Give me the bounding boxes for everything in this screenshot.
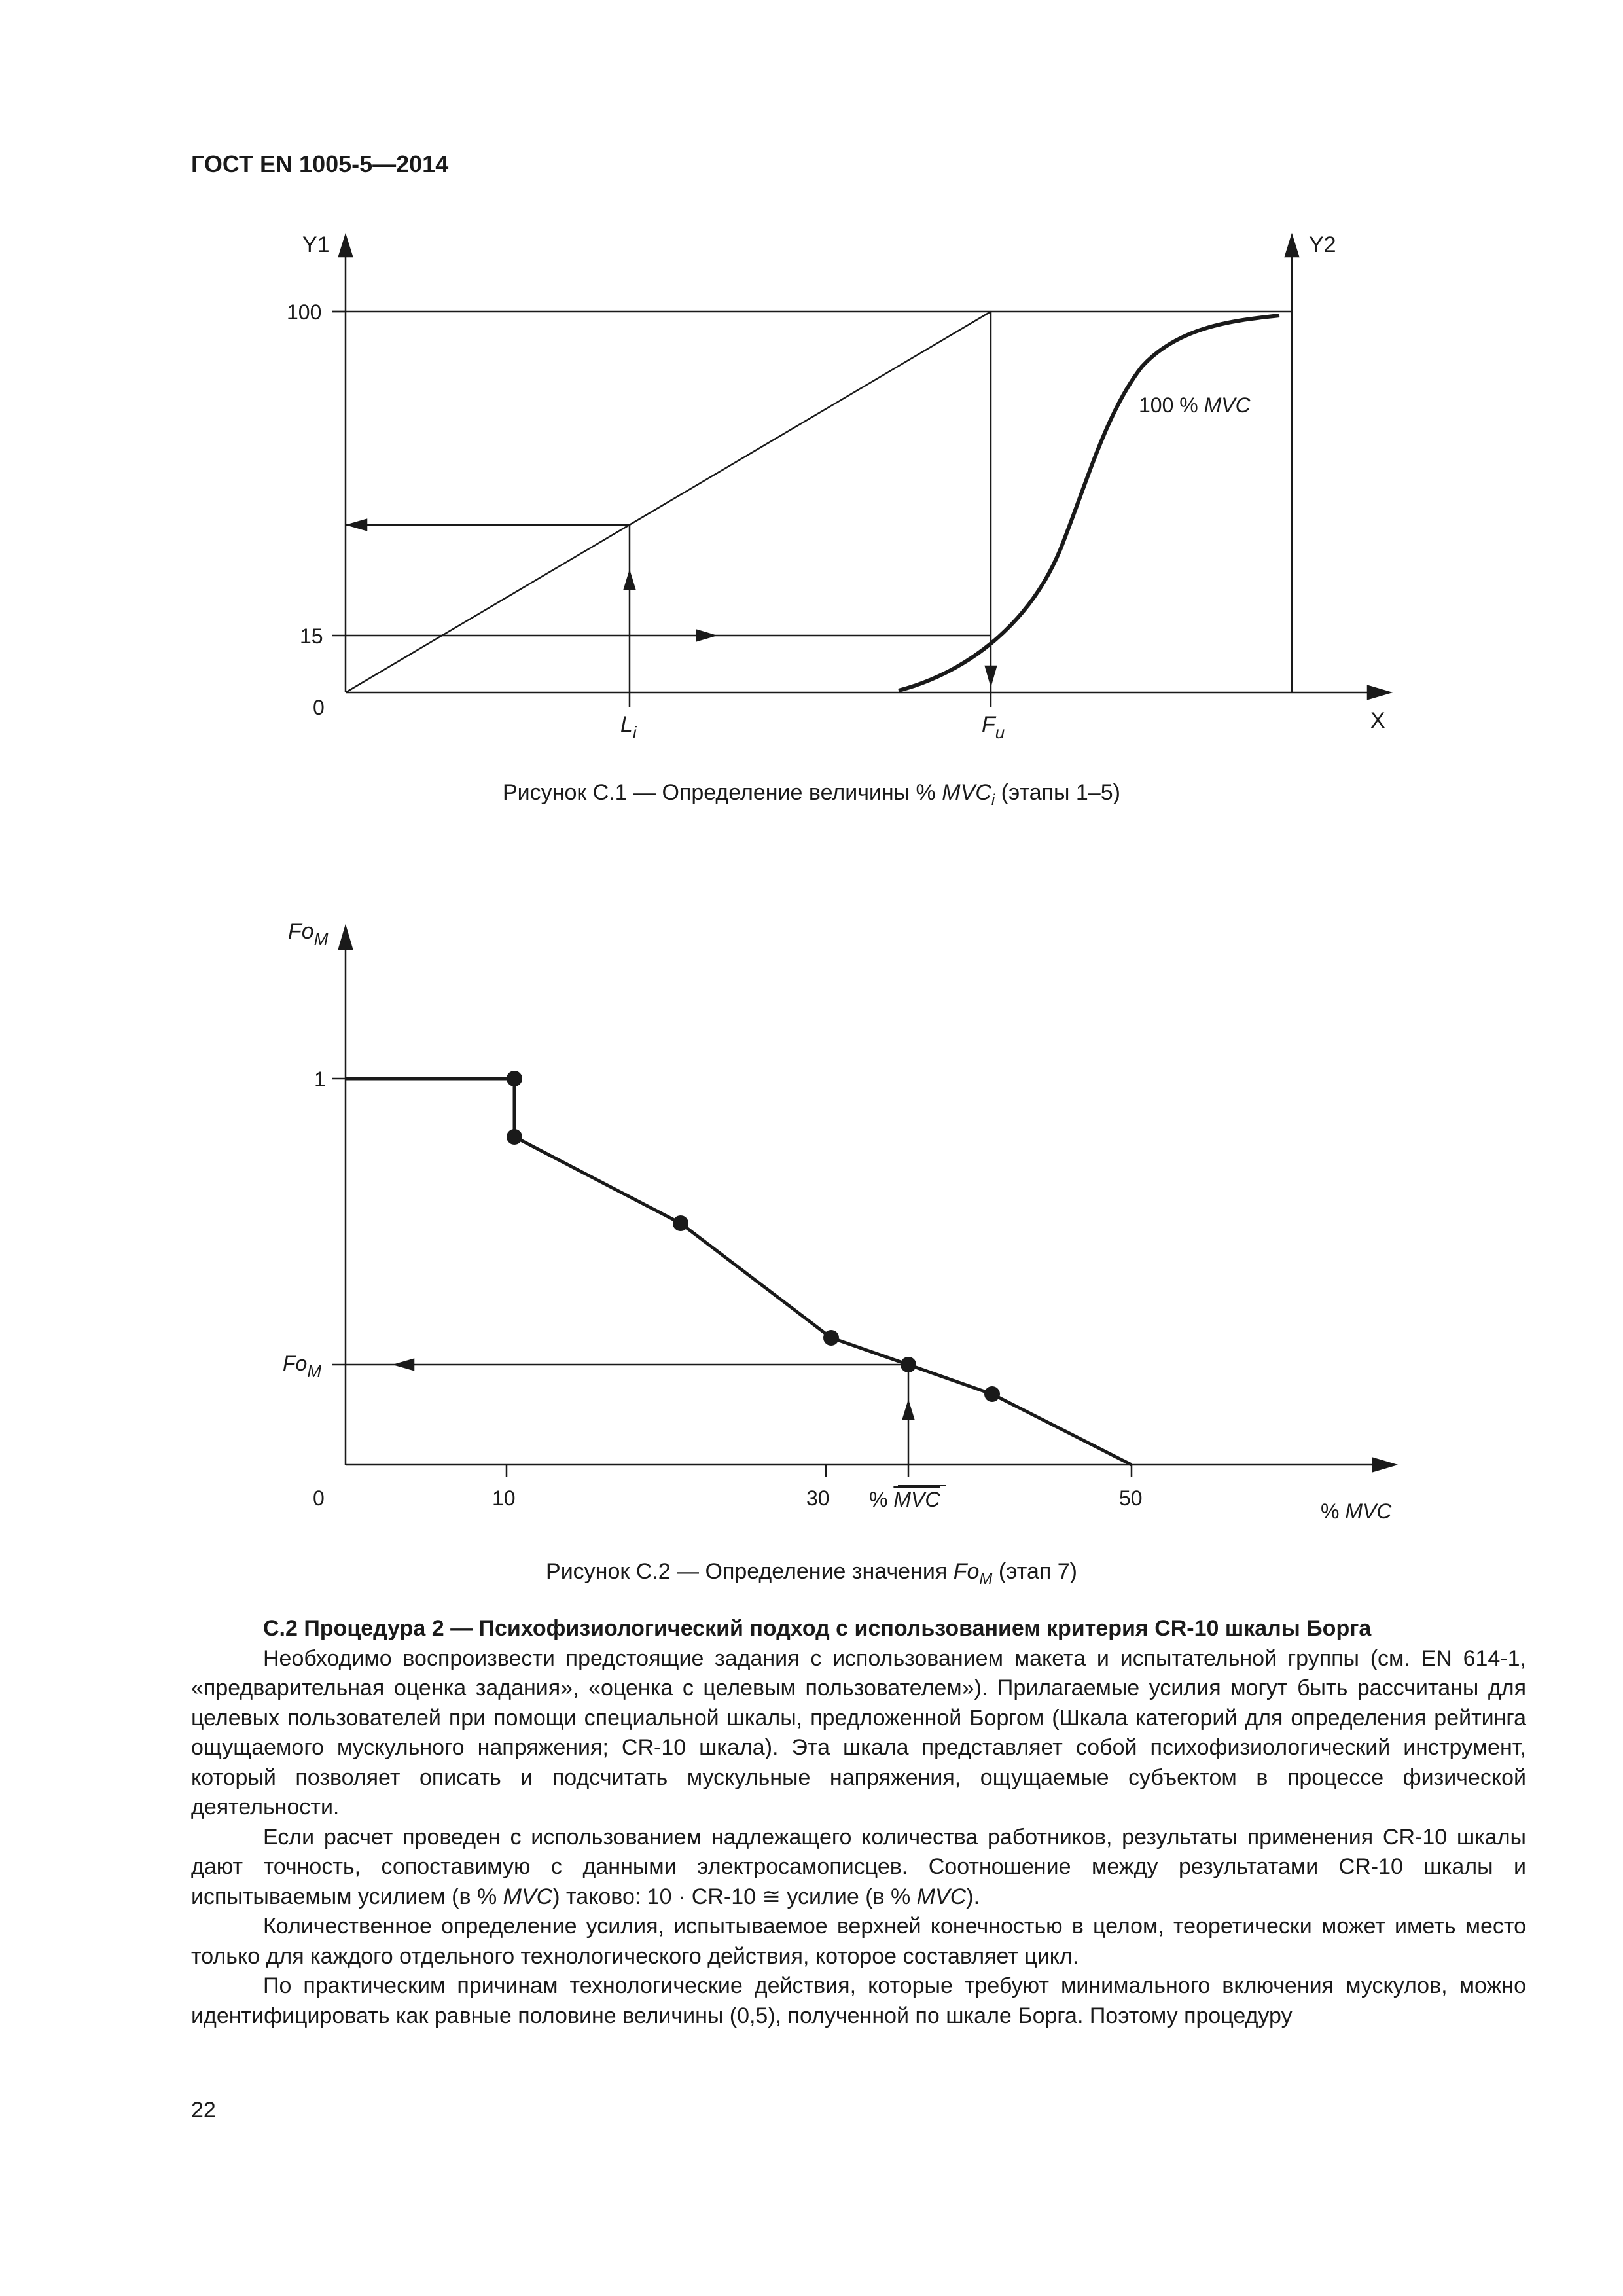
fom-tick-label: $Fo_M$ [283,1352,322,1381]
y2-label: Y2 [1309,232,1336,257]
data-point [901,1357,916,1372]
mvc-marker-label: % MVC [869,1488,940,1511]
paragraph-1: Необходимо воспроизвести предстоящие задания с использованием макета и испытательной группы (см. EN 614-1, «предварительная оценка задания», «оценка с целевым пользователем»). Прилагаемые усилия могут быть рассчитаны для целевых пользователей при помощи специальной шкалы, предложенной Боргом (Шкала категорий для определения рейтинга ощущаемого мускульного напряжения; CR-10 шкала). Эта шкала представляет собой психофизиологический инструмент, который позволяет описать и подсчитать мускульные напряжения, ощущаемые субъектом в процессе физической деятельности. [191,1645,1526,1820]
y-tick-0: 0 [313,696,325,719]
fom-data-line [346,1079,1132,1465]
x-tick-30: 30 [806,1486,830,1510]
x-tick-50: 50 [1119,1486,1143,1510]
document-header: ГОСТ EN 1005-5—2014 [191,151,449,177]
y-tick-100: 100 [287,300,322,324]
y-tick-1: 1 [314,1067,326,1091]
x-tick-0: 0 [313,1486,325,1510]
paragraph-2: Если расчет проведен с использованием надлежащего количества работников, результаты применения CR-10 шкалы дают точность, сопоставимую с данными электросамописцев. Соотношение между результатами CR-10 шкалы и испытываемым усилием (в % MVC) таково: 10 · CR-10 ≅ усилие (в % MVC). [191,1824,1526,1909]
fu-label: $F_u$ [982,712,1005,742]
li-label: $L_i$ [620,712,637,742]
figure-c2-caption: Рисунок С.2 — Определение значения $Fo_M$ (этап 7) [546,1559,1077,1588]
x-label: X [1370,708,1385,733]
y-tick-15: 15 [300,624,323,648]
data-point [984,1386,1000,1402]
paragraph-3: Количественное определение усилия, испытываемое верхней конечностью в целом, теоретически может иметь место только для каждого отдельного технологического действия, которое составляет цикл. [191,1914,1526,1969]
data-point [507,1129,522,1145]
x-axis-label: % MVC [1321,1499,1392,1523]
section-body [191,1614,1526,2031]
page-number: 22 [191,2098,216,2123]
data-point [823,1330,839,1346]
fom-y-label: $Fo_M$ [288,919,329,949]
x-tick-10: 10 [492,1486,516,1510]
data-point [507,1071,522,1086]
data-point [673,1215,688,1231]
section-heading: С.2 Процедура 2 — Психофизиологический подход с использованием критерия CR-10 шкалы Борга [263,1616,1372,1641]
curve-label: 100 % MVC [1139,393,1251,417]
paragraph-4: По практическим причинам технологические действия, которые требуют минимального включения мускулов, можно идентифицировать как равные половине величины (0,5), полученной по шкале Борга. Поэтому процедуру [191,1973,1526,2028]
y1-label: Y1 [302,232,330,257]
figure-c1-caption: Рисунок С.1 — Определение величины % $MVC_i$ (этапы 1–5) [503,780,1120,809]
